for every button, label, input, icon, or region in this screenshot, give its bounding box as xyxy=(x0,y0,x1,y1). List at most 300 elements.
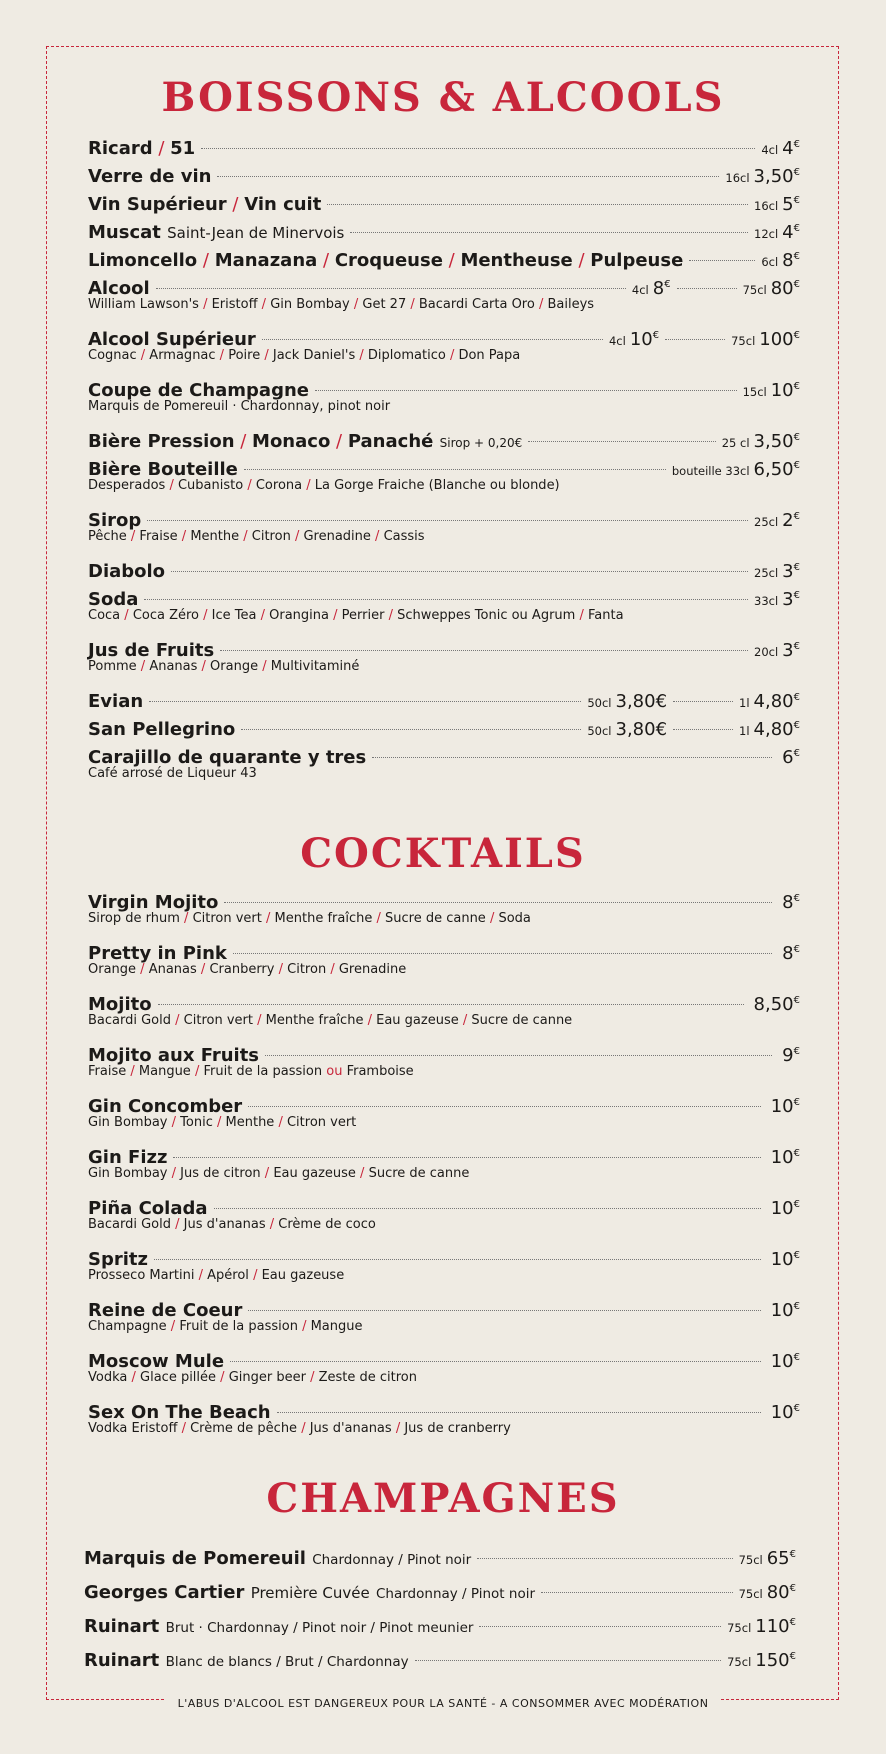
champagne-desc: Blanc de blancs / Brut / Chardonnay xyxy=(165,1654,409,1670)
volume: 25cl xyxy=(754,515,779,529)
cocktail-item xyxy=(88,1191,800,1242)
ingredient: Soda xyxy=(498,911,531,926)
separator: / xyxy=(197,659,211,674)
volume: 25cl xyxy=(754,566,779,580)
price xyxy=(771,1395,800,1427)
ingredient: Menthe fraîche xyxy=(265,1013,364,1028)
currency: € xyxy=(789,1651,796,1662)
separator: / xyxy=(572,250,591,271)
price-value: 3 xyxy=(782,640,794,661)
drink-row xyxy=(88,740,800,768)
cocktail-item xyxy=(88,1293,800,1344)
currency: € xyxy=(793,511,800,522)
price-value: 80 xyxy=(766,1582,790,1603)
cocktail-row xyxy=(88,1344,800,1372)
separator: / xyxy=(256,608,270,623)
currency: € xyxy=(793,641,800,652)
ingredient: Crème de pêche xyxy=(190,1421,298,1436)
drink-item xyxy=(88,582,800,633)
spacer xyxy=(88,1234,800,1242)
separator: / xyxy=(274,962,288,977)
drink-item xyxy=(88,131,800,159)
boissons-title: BOISSONS & ALCOOLS xyxy=(161,74,725,121)
dot-leader xyxy=(171,571,748,572)
separator: / xyxy=(167,1166,181,1181)
spacer xyxy=(88,1336,800,1344)
currency: € xyxy=(793,1046,800,1057)
item-ingredients xyxy=(88,1267,800,1285)
volume: 50cl xyxy=(587,696,612,710)
price-value: 8 xyxy=(652,278,665,299)
drink-name-alt: 51 xyxy=(170,138,196,159)
separator: / xyxy=(297,1319,311,1334)
currency: € xyxy=(793,893,800,904)
separator: / xyxy=(136,348,150,363)
separator: / xyxy=(177,529,191,544)
dot-leader xyxy=(673,701,733,702)
volume: 75cl xyxy=(727,1655,752,1669)
currency: € xyxy=(793,692,800,703)
currency: € xyxy=(793,1250,800,1261)
dot-leader xyxy=(248,1106,761,1107)
ingredient: Glace pillée xyxy=(140,1370,217,1385)
ingredient: Sirop de rhum xyxy=(88,911,180,926)
ingredient: Menthe xyxy=(190,529,240,544)
dot-leader xyxy=(350,232,748,233)
spacer xyxy=(88,979,800,987)
separator: / xyxy=(120,608,133,623)
drink-name-part: Mentheuse xyxy=(460,250,573,271)
dot-leader xyxy=(220,650,748,651)
separator: / xyxy=(534,297,548,312)
separator: / xyxy=(355,348,368,363)
dot-leader xyxy=(479,1626,721,1627)
drink-name-text: Carajillo de quarante y tres xyxy=(88,747,367,768)
drink-item xyxy=(88,684,800,712)
ingredient: Corona xyxy=(255,478,303,493)
volume: 75cl xyxy=(742,283,767,297)
ingredient: Cranberry xyxy=(209,962,275,977)
drink-row xyxy=(88,159,800,187)
ingredient: Jus d'ananas xyxy=(183,1217,266,1232)
cocktail-row xyxy=(88,1038,800,1066)
price xyxy=(771,1242,800,1274)
drink-name-part: Bière Pression xyxy=(88,431,235,452)
item-ingredients xyxy=(88,910,800,928)
dot-leader xyxy=(315,390,737,391)
cocktail-item xyxy=(88,1038,800,1089)
drink-name-text: Bière Bouteille xyxy=(88,459,238,480)
currency: € xyxy=(793,381,800,392)
separator: / xyxy=(216,1370,229,1385)
cocktail-row xyxy=(88,885,800,913)
ingredient: Desperados xyxy=(88,478,166,493)
cocktail-row xyxy=(88,1242,800,1270)
price-value: 10 xyxy=(770,380,794,401)
ingredient: Vodka Eristoff xyxy=(88,1421,178,1436)
drink-name-part: Pulpeuse xyxy=(590,250,684,271)
volume: 75cl xyxy=(738,1587,763,1601)
separator: / xyxy=(575,608,588,623)
price xyxy=(767,1574,796,1608)
cocktail-name: Gin Concomber xyxy=(88,1096,243,1117)
cocktail-row xyxy=(88,936,800,964)
dot-leader xyxy=(677,288,737,289)
cocktail-row xyxy=(88,1395,800,1423)
separator: / xyxy=(326,962,339,977)
drink-item xyxy=(88,373,800,424)
drink-name-text: Muscat xyxy=(88,222,161,243)
currency: € xyxy=(793,223,800,234)
ingredient: Multivitaminé xyxy=(270,659,360,674)
ingredient: Ananas xyxy=(148,962,197,977)
ingredient: Fruit de la passion xyxy=(179,1319,298,1334)
cocktail-item xyxy=(88,1140,800,1191)
volume: 15cl xyxy=(742,385,767,399)
dot-leader xyxy=(528,441,715,442)
separator: / xyxy=(197,250,215,271)
dot-leader xyxy=(415,1660,722,1661)
drink-name-text: Ricard xyxy=(88,138,153,159)
volume: 4cl xyxy=(608,334,626,348)
volume: 12cl xyxy=(754,227,779,241)
dot-leader xyxy=(154,1259,761,1260)
ingredient: Cognac xyxy=(88,348,137,363)
price-value: 3 xyxy=(782,589,794,610)
price xyxy=(782,503,800,535)
price-value: 4 xyxy=(782,138,794,159)
separator: / xyxy=(302,478,315,493)
champagne-name xyxy=(84,1544,471,1575)
drink-row xyxy=(88,243,800,271)
currency: € xyxy=(793,1097,800,1108)
separator: / xyxy=(215,348,229,363)
cocktail-name: Sex On The Beach xyxy=(88,1402,271,1423)
cocktail-name: Pretty in Pink xyxy=(88,943,227,964)
dot-leader xyxy=(689,260,755,261)
drink-name-part: Croqueuse xyxy=(334,250,443,271)
cocktail-item xyxy=(88,885,800,936)
separator: / xyxy=(330,431,348,452)
separator: / xyxy=(248,1268,262,1283)
separator: / xyxy=(136,659,150,674)
cocktail-name: Moscow Mule xyxy=(88,1351,225,1372)
spacer xyxy=(88,676,800,684)
ingredient: Coca xyxy=(88,608,121,623)
spacer xyxy=(88,1387,800,1395)
cocktail-name: Gin Fizz xyxy=(88,1147,168,1168)
separator: / xyxy=(458,1013,472,1028)
champagne-name xyxy=(84,1646,409,1677)
dot-leader xyxy=(541,1592,733,1593)
cocktail-item xyxy=(88,1395,800,1446)
cocktail-name: Piña Colada xyxy=(88,1198,208,1219)
cocktail-item xyxy=(88,936,800,987)
ingredient: Prosseco Martini xyxy=(88,1268,195,1283)
drink-row xyxy=(88,554,800,582)
drink-item xyxy=(88,740,800,791)
price xyxy=(771,1140,800,1172)
separator: / xyxy=(265,1217,279,1232)
price xyxy=(771,1089,800,1121)
champagne-desc: Chardonnay / Pinot noir xyxy=(375,1586,535,1602)
price xyxy=(771,1191,800,1223)
separator: / xyxy=(485,911,499,926)
currency: € xyxy=(793,1352,800,1363)
item-ingredients xyxy=(88,658,800,676)
dot-leader xyxy=(372,757,772,758)
ingredient: Champagne xyxy=(88,1319,167,1334)
spacer xyxy=(88,314,800,322)
drink-item xyxy=(88,554,800,582)
currency: € xyxy=(789,1549,796,1560)
champagne-name-text: Marquis de Pomereuil xyxy=(84,1548,306,1569)
dot-leader xyxy=(158,1004,744,1005)
ingredient: Baileys xyxy=(547,297,595,312)
cocktail-item xyxy=(88,987,800,1038)
ingredient: Bacardi Gold xyxy=(88,1013,172,1028)
dot-leader xyxy=(265,1055,772,1056)
champagne-desc: Brut · Chardonnay / Pinot noir / Pinot meunier xyxy=(165,1620,474,1636)
separator: / xyxy=(445,348,459,363)
item-ingredients xyxy=(88,1369,800,1387)
dot-leader xyxy=(144,599,748,600)
dot-leader xyxy=(173,1157,760,1158)
ingredient: Fanta xyxy=(587,608,624,623)
ingredient: Cubanisto xyxy=(177,478,244,493)
item-ingredients xyxy=(88,1063,800,1081)
price xyxy=(782,582,800,614)
ingredient: Sucre de canne xyxy=(471,1013,573,1028)
ingredient: Grenadine xyxy=(303,529,371,544)
drink-row xyxy=(88,187,800,215)
ingredient: Fraise xyxy=(139,529,178,544)
drink-item xyxy=(88,712,800,740)
drink-name-text: Soda xyxy=(88,589,139,610)
footer-warning: L'ABUS D'ALCOOL EST DANGEREUX POUR LA SANTÉ - A CONSOMMER AVEC MODÉRATION xyxy=(0,1697,886,1710)
dot-leader xyxy=(248,1310,760,1311)
cocktail-row xyxy=(88,1293,800,1321)
currency: € xyxy=(793,330,800,341)
price-value: 10 xyxy=(770,1147,794,1168)
volume: 16cl xyxy=(754,199,779,213)
ingredient: Citron vert xyxy=(192,911,262,926)
volume: 4cl xyxy=(631,283,649,297)
ingredient: Jus de citron xyxy=(180,1166,261,1181)
drink-row xyxy=(88,582,800,610)
ingredient: Menthe xyxy=(225,1115,275,1130)
dot-leader xyxy=(233,953,772,954)
currency: € xyxy=(793,562,800,573)
currency: € xyxy=(793,432,800,443)
drink-name-part: Panaché xyxy=(347,431,434,452)
currency: € xyxy=(793,460,800,471)
item-ingredients xyxy=(88,607,800,625)
dot-leader xyxy=(217,176,719,177)
drink-item xyxy=(88,452,800,503)
ingredient: Diplomatico xyxy=(367,348,446,363)
cocktail-row xyxy=(88,1140,800,1168)
price-value: 2 xyxy=(782,510,794,531)
drink-item xyxy=(88,243,800,271)
separator: / xyxy=(363,1013,377,1028)
cocktail-name: Mojito aux Fruits xyxy=(88,1045,260,1066)
spacer xyxy=(88,1183,800,1191)
dot-leader xyxy=(241,729,581,730)
price xyxy=(771,1293,800,1325)
separator: / xyxy=(260,348,273,363)
price-value: 6,50 xyxy=(753,459,794,480)
separator: / xyxy=(317,250,335,271)
drink-name-text: San Pellegrino xyxy=(88,719,236,740)
currency: € xyxy=(793,748,800,759)
currency: € xyxy=(664,279,671,290)
separator: / xyxy=(355,1166,369,1181)
item-ingredients xyxy=(88,1216,800,1234)
separator: / xyxy=(442,250,461,271)
drink-name-text: Evian xyxy=(88,691,144,712)
separator: / xyxy=(297,1421,310,1436)
item-ingredients xyxy=(88,1114,800,1132)
price-value: 4 xyxy=(782,222,794,243)
ingredient: Pomme xyxy=(88,659,137,674)
cocktails-list xyxy=(88,885,800,1446)
price-value: 8 xyxy=(782,892,794,913)
item-ingredients xyxy=(88,1165,800,1183)
price-value: 5 xyxy=(782,194,794,215)
champagne-name-text: Ruinart xyxy=(84,1650,160,1671)
spacer xyxy=(88,1081,800,1089)
separator: / xyxy=(199,608,212,623)
price xyxy=(782,885,800,917)
item-ingredients xyxy=(88,1318,800,1336)
separator: / xyxy=(166,1319,180,1334)
currency: € xyxy=(793,279,800,290)
ingredient: Crème de coco xyxy=(278,1217,376,1232)
ingredient: Citron vert xyxy=(286,1115,357,1130)
volume: 6cl xyxy=(761,255,779,269)
price-value: 4,80 xyxy=(753,719,794,740)
volume: 16cl xyxy=(725,171,750,185)
dot-leader xyxy=(277,1412,761,1413)
dot-leader xyxy=(327,204,748,205)
ingredient: Perrier xyxy=(341,608,385,623)
drink-name-text: Sirop xyxy=(88,510,142,531)
separator: / xyxy=(194,1268,208,1283)
currency: € xyxy=(652,330,660,341)
drink-row xyxy=(88,633,800,661)
drink-row xyxy=(88,373,800,401)
item-description: Café arrosé de Liqueur 43 xyxy=(88,766,257,781)
separator: / xyxy=(372,911,385,926)
ingredient: Fraise xyxy=(88,1064,127,1079)
price xyxy=(653,271,671,303)
champagnes-list xyxy=(84,1540,796,1672)
price-value: 3,50 xyxy=(753,431,794,452)
cocktail-row xyxy=(88,987,800,1015)
ingredient: Orange xyxy=(88,962,137,977)
price xyxy=(755,1642,796,1676)
drink-row xyxy=(88,452,800,480)
price xyxy=(782,740,800,772)
cocktail-row xyxy=(88,1089,800,1117)
volume: 25 cl xyxy=(721,436,750,450)
price-value: 3 xyxy=(782,561,794,582)
drink-row xyxy=(88,712,800,740)
separator: / xyxy=(406,297,419,312)
ingredient: Mangue xyxy=(310,1319,363,1334)
ingredient: Fruit de la passion xyxy=(203,1064,327,1079)
dot-leader xyxy=(262,339,603,340)
cocktail-row xyxy=(88,1191,800,1219)
ingredient: Jus de cranberry xyxy=(404,1421,511,1436)
ingredient: Zeste de citron xyxy=(318,1370,417,1385)
separator: / xyxy=(226,194,245,215)
price xyxy=(782,1038,800,1070)
spacer xyxy=(88,495,800,503)
champagne-row xyxy=(84,1642,796,1672)
ingredient: Sucre de canne xyxy=(385,911,486,926)
champagne-name xyxy=(84,1578,535,1609)
ingredient: Gin Bombay xyxy=(88,1115,168,1130)
dot-leader xyxy=(665,339,725,340)
currency: € xyxy=(789,1617,796,1628)
ingredient: Schweppes Tonic ou Agrum xyxy=(397,608,576,623)
separator: / xyxy=(126,529,140,544)
drink-name-text: Diabolo xyxy=(88,561,166,582)
price-value: 10 xyxy=(770,1096,794,1117)
ingredient: Jus d'ananas xyxy=(309,1421,392,1436)
price xyxy=(754,452,800,484)
spacer xyxy=(88,546,800,554)
separator: / xyxy=(171,1217,184,1232)
boissons-list xyxy=(88,131,800,791)
drink-item xyxy=(88,424,800,452)
cocktail-name: Reine de Coeur xyxy=(88,1300,243,1321)
ingredient: Don Papa xyxy=(458,348,521,363)
dot-leader xyxy=(244,469,666,470)
ingredient: Eau gazeuse xyxy=(376,1013,459,1028)
ingredient: Tonic xyxy=(180,1115,213,1130)
drink-row xyxy=(88,271,800,299)
price xyxy=(771,271,800,303)
separator: / xyxy=(391,1421,405,1436)
drink-row xyxy=(88,215,800,243)
currency: € xyxy=(793,167,800,178)
volume: 33cl xyxy=(754,594,779,608)
ingredient: Menthe fraîche xyxy=(274,911,373,926)
price-value: 3,80€ xyxy=(615,691,668,712)
price-value: 6 xyxy=(782,747,794,768)
spacer xyxy=(88,365,800,373)
cocktail-name: Virgin Mojito xyxy=(88,892,219,913)
price-value: 4,80 xyxy=(753,691,794,712)
separator: / xyxy=(177,1421,191,1436)
price-value: 3,50 xyxy=(753,166,794,187)
price xyxy=(771,1344,800,1376)
ingredient: Poire xyxy=(228,348,261,363)
drink-item xyxy=(88,271,800,322)
ingredient: Jack Daniel's xyxy=(272,348,356,363)
drink-row xyxy=(88,322,800,350)
separator: / xyxy=(196,962,210,977)
ingredient: Ananas xyxy=(149,659,198,674)
drink-item xyxy=(88,215,800,243)
currency: € xyxy=(793,590,800,601)
drink-name-part: Monaco xyxy=(252,431,331,452)
dot-leader xyxy=(224,902,772,903)
ingredient: Citron xyxy=(251,529,291,544)
